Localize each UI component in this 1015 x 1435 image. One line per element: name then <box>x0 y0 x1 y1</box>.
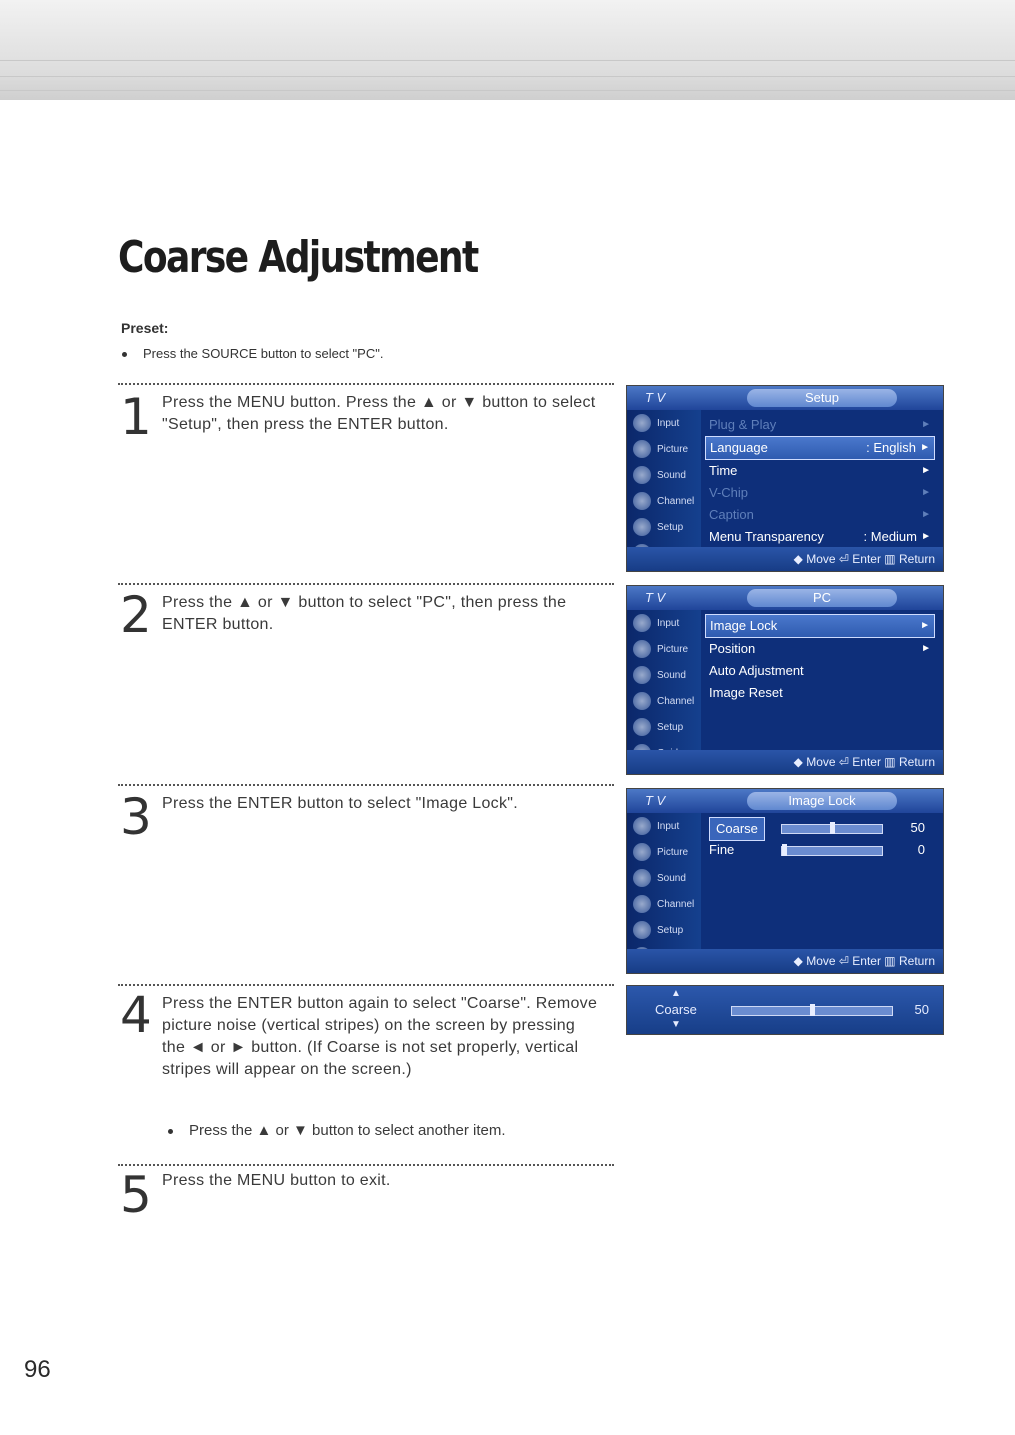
fine-label: Fine <box>709 842 735 857</box>
step-4-note: Press the ▲ or ▼ button to select another item. <box>168 1122 506 1139</box>
setup-icon <box>633 921 651 939</box>
osd-sidebar-item-channel: Channel <box>627 488 701 514</box>
osd-menu-title: PC <box>747 589 897 607</box>
osd-header <box>627 789 943 813</box>
osd-menu-item: Position ► <box>709 641 931 656</box>
fine-slider <box>781 846 883 856</box>
step-divider <box>118 984 614 986</box>
osd-sidebar-item-sound: Sound <box>627 662 701 688</box>
sound-icon <box>633 466 651 484</box>
osd-footer <box>627 750 943 774</box>
osd-coarse-row <box>705 817 935 839</box>
strip-slider <box>731 1006 893 1016</box>
strip-label: Coarse <box>655 1002 697 1017</box>
osd-sidebar <box>627 410 701 547</box>
osd-sidebar <box>627 813 701 949</box>
slider-knob <box>810 1004 815 1016</box>
osd-menu-item: Menu Transparency : Medium ► <box>709 529 931 544</box>
osd-menu-item: Caption ► <box>709 507 931 522</box>
step-number-5: 5 <box>120 1166 152 1224</box>
osd-tv-label: T V <box>645 793 666 808</box>
osd-sidebar-item-input: Input <box>627 610 701 636</box>
step-divider <box>118 1164 614 1166</box>
osd-sidebar-item-setup: Setup <box>627 714 701 740</box>
osd-menu-title: Image Lock <box>747 792 897 810</box>
coarse-slider <box>781 824 883 834</box>
osd-sidebar-item-input: Input <box>627 813 701 839</box>
input-icon <box>633 414 651 432</box>
osd-menu-item-selected: Language : English ► <box>705 436 935 460</box>
channel-icon <box>633 492 651 510</box>
down-arrow-icon: ▼ <box>671 1019 681 1030</box>
setup-icon <box>633 718 651 736</box>
osd-sidebar-item-channel: Channel <box>627 688 701 714</box>
setup-icon <box>633 518 651 536</box>
osd-tv-label: T V <box>645 590 666 605</box>
coarse-label: Coarse <box>709 817 765 841</box>
osd-sidebar-item-sound: Sound <box>627 462 701 488</box>
osd-sidebar-item-setup: Setup <box>627 514 701 540</box>
sound-icon <box>633 666 651 684</box>
osd-key-hints: ◆ Move ⏎ Enter ▥ Return <box>793 954 935 968</box>
slider-knob <box>782 844 787 856</box>
top-header-band <box>0 0 1015 100</box>
osd-header <box>627 586 943 610</box>
coarse-value: 50 <box>910 820 925 835</box>
strip-value: 50 <box>914 1002 929 1017</box>
page-number: 96 <box>24 1356 51 1383</box>
step-divider <box>118 383 614 385</box>
step-number-4: 4 <box>120 986 152 1044</box>
step-divider <box>118 784 614 786</box>
sound-icon <box>633 869 651 887</box>
osd-sidebar-item-input: Input <box>627 410 701 436</box>
osd-footer <box>627 547 943 571</box>
osd-key-hints: ◆ Move ⏎ Enter ▥ Return <box>793 552 935 566</box>
osd-menu-item: Image Reset <box>709 685 783 700</box>
osd-pc-menu <box>626 585 944 775</box>
step-number-3: 3 <box>120 788 152 846</box>
osd-menu-list <box>705 614 935 704</box>
fine-value: 0 <box>917 842 925 857</box>
osd-tv-label: T V <box>645 390 666 405</box>
bullet-icon <box>122 352 127 357</box>
osd-sidebar-item-channel: Channel <box>627 891 701 917</box>
picture-icon <box>633 440 651 458</box>
page-title: Coarse Adjustment <box>118 232 478 283</box>
osd-coarse-strip <box>626 985 944 1035</box>
osd-sidebar-item-setup: Setup <box>627 917 701 943</box>
osd-sidebar-item-picture: Picture <box>627 839 701 865</box>
picture-icon <box>633 640 651 658</box>
step-text-3: Press the ENTER button to select "Image Lock". <box>162 795 518 812</box>
slider-knob <box>830 822 835 834</box>
osd-header <box>627 386 943 410</box>
picture-icon <box>633 843 651 861</box>
osd-menu-item: Auto Adjustment <box>709 663 804 678</box>
osd-sidebar <box>627 610 701 750</box>
channel-icon <box>633 692 651 710</box>
osd-sidebar-item-picture: Picture <box>627 436 701 462</box>
input-icon <box>633 817 651 835</box>
preset-instruction: Press the SOURCE button to select "PC". <box>122 346 383 361</box>
osd-menu-item: Plug & Play ► <box>709 417 931 432</box>
step-number-1: 1 <box>120 388 152 446</box>
step-text-5: Press the MENU button to exit. <box>162 1172 391 1189</box>
osd-fine-row <box>705 839 935 861</box>
osd-image-lock-menu <box>626 788 944 974</box>
bullet-icon <box>168 1129 173 1134</box>
osd-sidebar-item-picture: Picture <box>627 636 701 662</box>
osd-setup-menu <box>626 385 944 572</box>
osd-menu-list <box>705 817 935 861</box>
preset-label: Preset: <box>121 320 169 336</box>
step-text-4: Press the ENTER button again to select "Coarse". Remove picture noise (vertical stripes) on the screen by pressing the ◄ or ► button. (If Coarse is not set properly, vertical stripes will appear on the screen.) <box>162 995 598 1078</box>
osd-menu-title: Setup <box>747 389 897 407</box>
step-divider <box>118 583 614 585</box>
osd-menu-item: V-Chip ► <box>709 485 931 500</box>
osd-key-hints: ◆ Move ⏎ Enter ▥ Return <box>793 755 935 769</box>
osd-sidebar-item-sound: Sound <box>627 865 701 891</box>
step-text-2: Press the ▲ or ▼ button to select "PC", then press the ENTER button. <box>162 594 567 633</box>
step-number-2: 2 <box>120 586 152 644</box>
osd-menu-item: Time ► <box>709 463 931 478</box>
osd-footer <box>627 949 943 973</box>
channel-icon <box>633 895 651 913</box>
up-arrow-icon: ▲ <box>671 988 681 999</box>
step-text-1: Press the MENU button. Press the ▲ or ▼ button to select "Setup", then press the ENTER button. <box>162 394 596 433</box>
osd-menu-item-selected: Image Lock ► <box>705 614 935 638</box>
input-icon <box>633 614 651 632</box>
